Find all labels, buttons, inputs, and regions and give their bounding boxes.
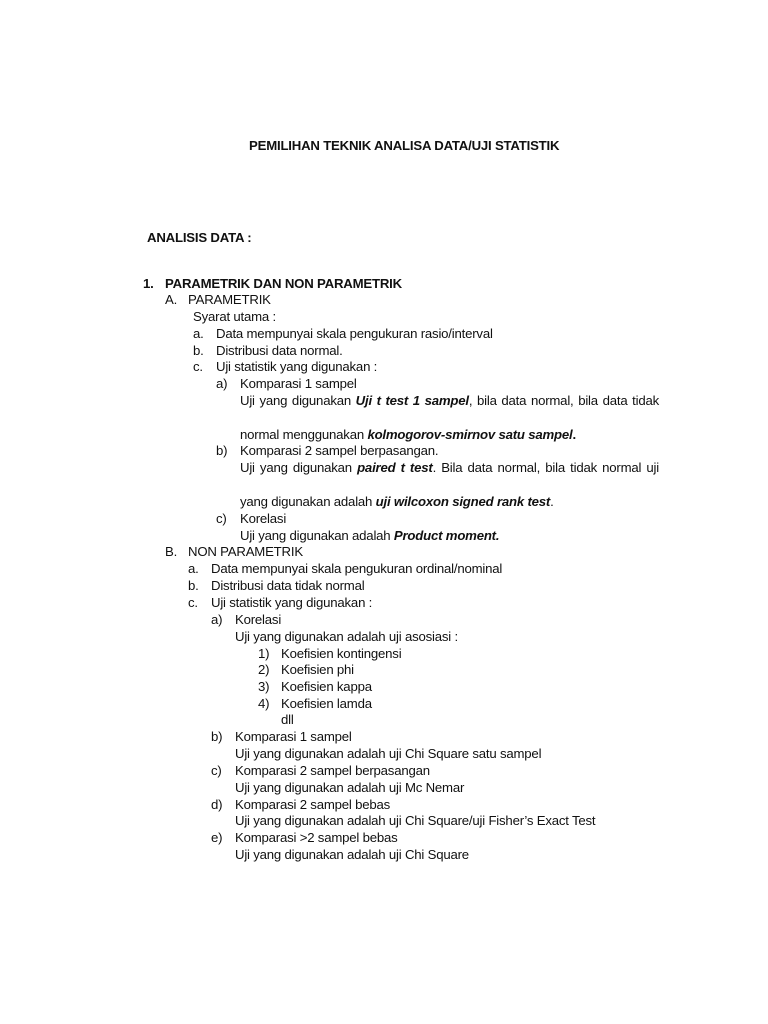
text-run: normal menggunakan	[240, 427, 368, 442]
list-item-desc: Uji yang digunakan adalah uji asosiasi :	[235, 629, 458, 644]
list-item: Data mempunyai skala pengukuran rasio/interval	[216, 326, 493, 341]
list-item: Uji statistik yang digunakan :	[216, 359, 378, 374]
list-label: a)	[216, 376, 228, 391]
test-name: paired t test	[357, 460, 433, 475]
requirement-intro: Syarat utama :	[193, 309, 276, 324]
text-run: .	[572, 427, 576, 442]
list-label: d)	[211, 797, 223, 812]
list-label: 3)	[258, 679, 270, 694]
list-item-title: Korelasi	[240, 511, 287, 526]
list-item-title: Komparasi 2 sampel berpasangan.	[240, 443, 439, 458]
test-name: kolmogorov-smirnov satu sampel	[367, 427, 573, 442]
list-label: b)	[216, 443, 228, 458]
list-item-title: Komparasi 2 sampel bebas	[235, 797, 391, 812]
section-heading: ANALISIS DATA :	[147, 230, 252, 245]
list-item-desc: Uji yang digunakan adalah uji Chi Square	[235, 847, 469, 862]
list-label: B.	[165, 544, 178, 559]
list-label: a)	[211, 612, 223, 627]
list-number: 1.	[143, 276, 154, 291]
paragraph-line	[240, 393, 659, 409]
subheading-non-parametrik: NON PARAMETRIK	[188, 544, 303, 559]
list-item-desc: Uji yang digunakan adalah uji Chi Square satu sampel	[235, 746, 542, 761]
text-run: .	[550, 494, 554, 509]
list-label: c.	[188, 595, 198, 610]
list-item: Distribusi data normal.	[216, 343, 343, 358]
list-label: 4)	[258, 696, 270, 711]
test-name: Product moment.	[393, 528, 500, 543]
list-item: Koefisien kontingensi	[281, 646, 402, 661]
list-item-title: Komparasi 2 sampel berpasangan	[235, 763, 430, 778]
list-item-title: Komparasi 1 sampel	[240, 376, 357, 391]
text-run: Uji yang digunakan	[240, 460, 358, 475]
text-run: , bila data normal, bila data tidak	[468, 393, 659, 408]
list-label: 1)	[258, 646, 270, 661]
list-item: Koefisien phi	[281, 662, 354, 677]
list-etc: dll	[281, 712, 294, 727]
list-label: a.	[188, 561, 199, 576]
text-run: Uji yang digunakan adalah	[240, 528, 394, 543]
list-label: c.	[193, 359, 203, 374]
list-item: Koefisien kappa	[281, 679, 372, 694]
paragraph-line	[240, 528, 499, 544]
paragraph-line	[240, 494, 554, 510]
list-item: Data mempunyai skala pengukuran ordinal/nominal	[211, 561, 503, 576]
list-item-title: Komparasi >2 sampel bebas	[235, 830, 398, 845]
list-label: b)	[211, 729, 223, 744]
list-label: b.	[188, 578, 199, 593]
list-item: Koefisien lamda	[281, 696, 372, 711]
text-run: Uji yang digunakan	[240, 393, 356, 408]
heading-parametrik-non: PARAMETRIK DAN NON PARAMETRIK	[165, 276, 402, 291]
list-item-desc: Uji yang digunakan adalah uji Mc Nemar	[235, 780, 465, 795]
test-name: Uji t test 1 sampel	[355, 393, 469, 408]
list-label: b.	[193, 343, 204, 358]
list-item: Distribusi data tidak normal	[211, 578, 365, 593]
list-item-desc: Uji yang digunakan adalah uji Chi Square/uji Fisher’s Exact Test	[235, 813, 596, 828]
list-label: a.	[193, 326, 204, 341]
list-item-title: Komparasi 1 sampel	[235, 729, 352, 744]
subheading-parametrik: PARAMETRIK	[188, 292, 271, 307]
paragraph-line	[240, 460, 659, 476]
test-name: uji wilcoxon signed rank test	[375, 494, 551, 509]
text-run: yang digunakan adalah	[240, 494, 376, 509]
page-title: PEMILIHAN TEKNIK ANALISA DATA/UJI STATISTIK	[249, 138, 560, 153]
list-label: c)	[211, 763, 222, 778]
list-item: Uji statistik yang digunakan :	[211, 595, 373, 610]
list-label: 2)	[258, 662, 270, 677]
list-item-title: Korelasi	[235, 612, 282, 627]
list-label: c)	[216, 511, 227, 526]
list-label: e)	[211, 830, 223, 845]
text-run: . Bila data normal, bila tidak normal uji	[432, 460, 659, 475]
paragraph-line	[240, 427, 576, 443]
list-label: A.	[165, 292, 178, 307]
